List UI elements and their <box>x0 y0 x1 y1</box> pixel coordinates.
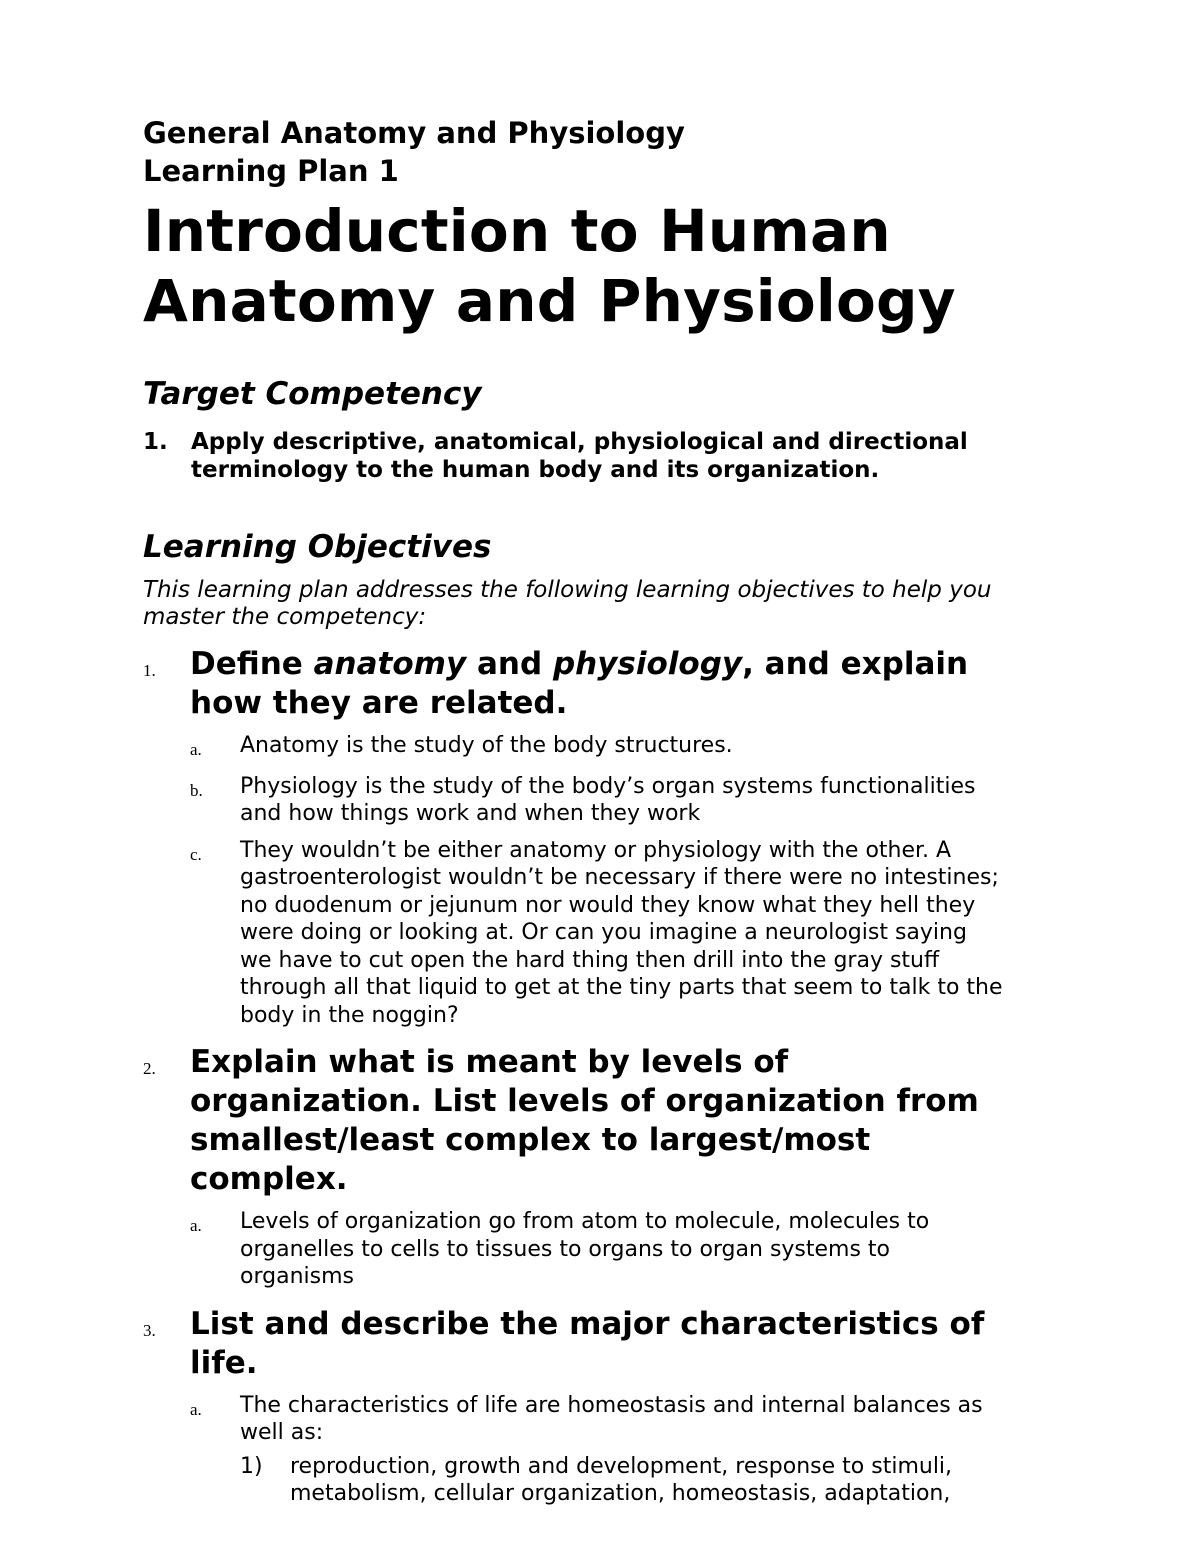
sub-item-letter: a. <box>190 1399 202 1419</box>
sub-item-text <box>240 1208 1073 1291</box>
intro-line: This learning plan addresses the following learning objectives to help you <box>143 577 992 603</box>
sub-item-letter: a. <box>190 740 202 759</box>
objective-text <box>190 645 968 723</box>
competency-text-line: Apply descriptive, anatomical, physiological and directional <box>191 429 968 455</box>
document-content <box>143 114 1073 1508</box>
sub-item-line: Levels of organization go from atom to molecule, molecules to <box>240 1209 930 1234</box>
competency-item <box>143 428 1073 484</box>
sub-item-letter: a. <box>190 1216 202 1235</box>
objective-item <box>143 645 1073 723</box>
objective-term-anatomy: anatomy <box>313 646 467 682</box>
page-title <box>143 196 1073 336</box>
sub-item-line: well as: <box>240 1420 324 1445</box>
learning-plan-label: Learning Plan 1 <box>143 154 399 188</box>
nested-item-text <box>290 1453 1073 1508</box>
competency-number: 1. <box>143 429 168 455</box>
sub-item-text <box>240 1392 1073 1447</box>
target-competency-heading: Target Competency <box>143 376 482 412</box>
sub-item-line: through all that liquid to get at the tiny parts that seem to talk to the <box>240 975 1003 1000</box>
title-line-1: Introduction to Human <box>143 197 891 265</box>
intro-line: master the competency: <box>143 604 427 630</box>
sub-item-line: body in the noggin? <box>240 1002 459 1028</box>
sub-item <box>190 837 1073 1030</box>
course-name: General Anatomy and Physiology <box>143 116 685 150</box>
title-line-2: Anatomy and Physiology <box>143 267 956 335</box>
objective-text-part: how they are related. <box>190 685 568 721</box>
objective-text <box>190 1305 984 1383</box>
sub-item-line: Anatomy is the study of the body structures. <box>240 733 733 758</box>
objective-text <box>190 1043 979 1199</box>
objective-number: 2. <box>143 1059 156 1078</box>
sub-item-text <box>240 837 1073 1030</box>
sub-item <box>190 732 1073 764</box>
objective-text-line: Explain what is meant by levels of <box>190 1044 789 1080</box>
objective-number: 3. <box>143 1320 156 1340</box>
sub-item-line: gastroenterologist wouldn’t be necessary if there were no intestines; <box>240 865 999 890</box>
sub-item-letter: c. <box>190 844 202 864</box>
sub-item-line: The characteristics of life are homeostasis and internal balances as <box>240 1392 983 1418</box>
competency-text <box>191 428 968 484</box>
nested-item-number: 1) <box>240 1453 263 1479</box>
objective-number: 1. <box>143 661 156 680</box>
sub-item-line: were doing or looking at. Or can you imagine a neurologist saying <box>240 920 967 945</box>
sub-item-line: and how things work and when they work <box>240 801 701 826</box>
objective-text-line: life. <box>190 1344 258 1381</box>
competency-text-line: terminology to the human body and its organization. <box>191 457 880 483</box>
sub-item-letter: b. <box>190 780 203 800</box>
objective-term-physiology: physiology <box>552 646 743 682</box>
objective-text-line: complex. <box>190 1161 348 1197</box>
sub-item-line: They wouldn’t be either anatomy or physiology with the other. A <box>240 837 952 863</box>
objective-text-part: Define <box>190 646 314 682</box>
sub-item-line: we have to cut open the hard thing then drill into the gray stuff <box>240 947 940 973</box>
sub-item-line: organelles to cells to tissues to organs to organ systems to <box>240 1236 891 1262</box>
nested-item-line: reproduction, growth and development, response to stimuli, <box>290 1453 953 1479</box>
sub-item-line: organisms <box>240 1264 354 1289</box>
objective-text-part: , and explain <box>742 646 969 682</box>
nested-list-item <box>240 1453 1073 1508</box>
objective-item <box>143 1305 1073 1383</box>
objective-item <box>143 1043 1073 1199</box>
sub-item-text <box>240 773 1073 828</box>
objective-text-line: smallest/least complex to largest/most <box>190 1122 871 1158</box>
objective-text-line: List and describe the major characteristics of <box>190 1305 985 1342</box>
sub-item-line: Physiology is the study of the body’s organ systems functionalities <box>240 773 976 799</box>
sub-item-line: no duodenum or jejunum nor would they know what they hell they <box>240 892 976 918</box>
learning-objectives-heading: Learning Objectives <box>143 529 492 565</box>
sub-item <box>190 773 1073 828</box>
sub-item <box>190 1392 1073 1447</box>
objectives-intro <box>143 577 1073 631</box>
sub-item-text <box>240 732 1073 764</box>
objective-text-part: and <box>466 646 553 682</box>
objective-text-line: organization. List levels of organization from <box>190 1083 979 1119</box>
nested-item-line: metabolism, cellular organization, homeostasis, adaptation, <box>290 1481 951 1506</box>
sub-item <box>190 1208 1073 1291</box>
